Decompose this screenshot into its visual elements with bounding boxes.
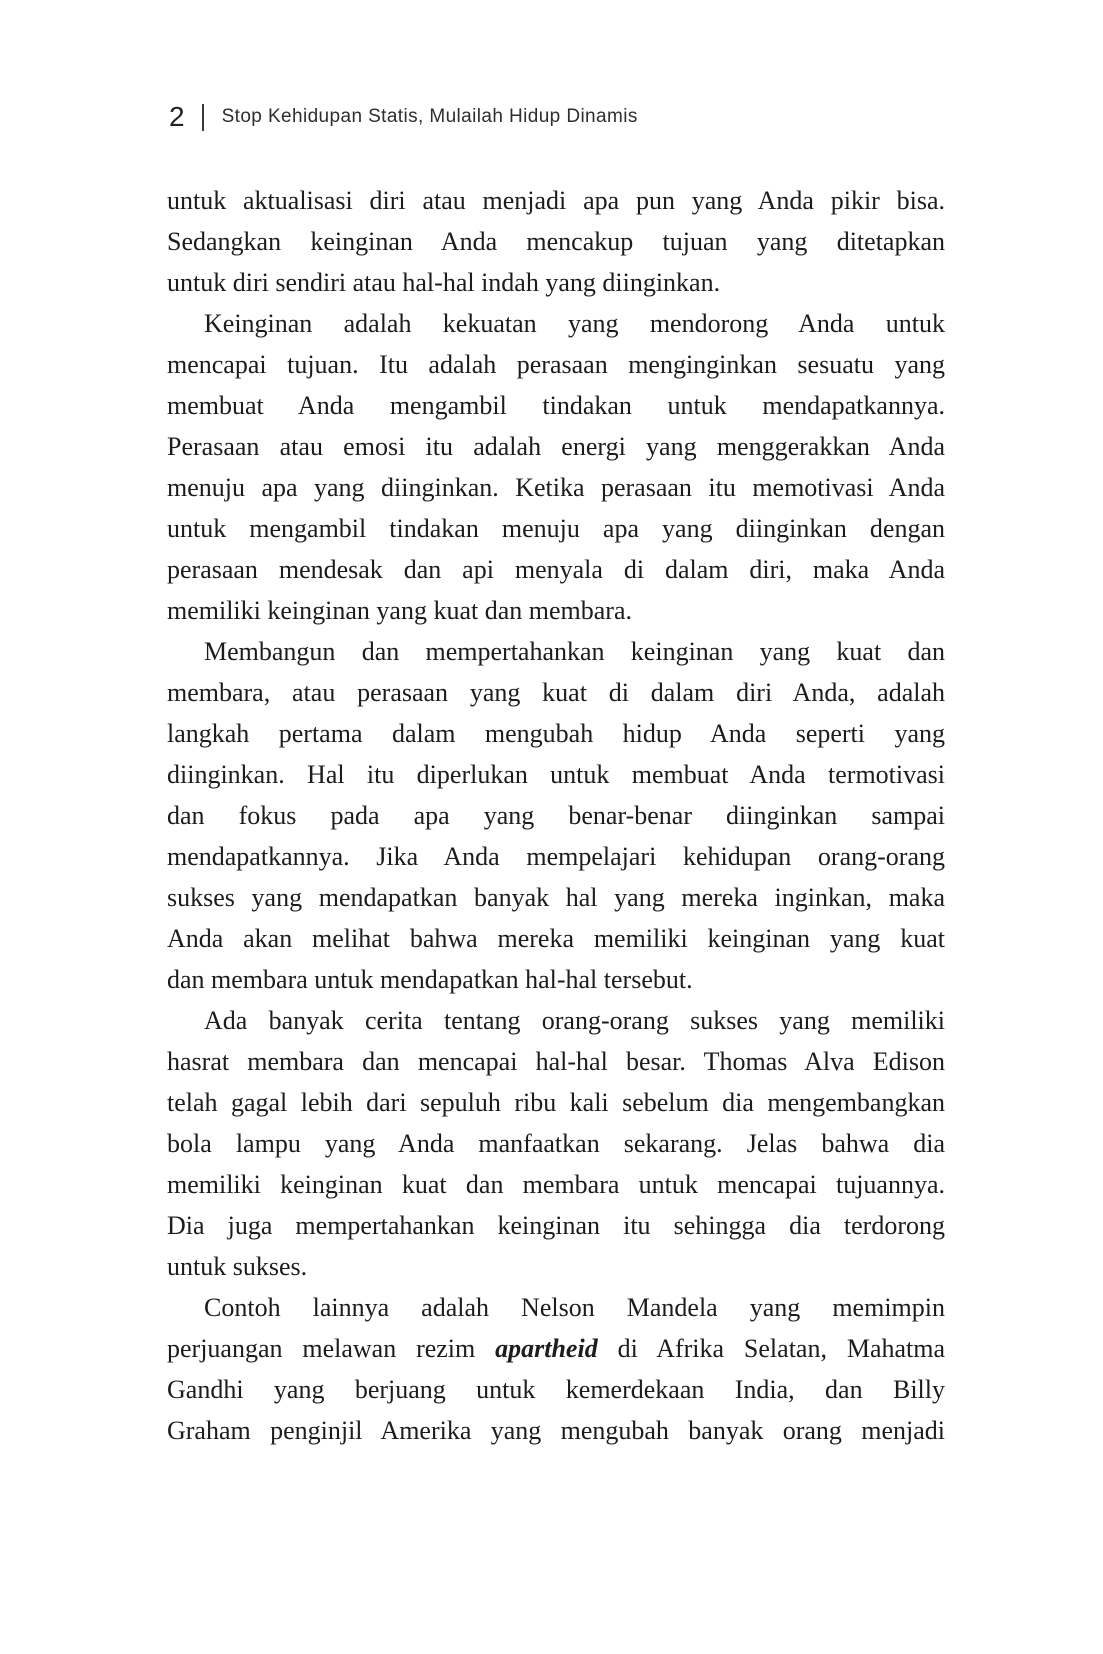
- text-line: Dia juga mempertahankan keinginan itu sehingga dia terdorong: [167, 1211, 945, 1240]
- text-segment: di Afrika Selatan, Mahatma: [597, 1334, 945, 1363]
- body-paragraph: [167, 180, 945, 303]
- header-separator-bar: [202, 104, 204, 131]
- text-line: memiliki keinginan kuat dan membara untuk mencapai tujuannya.: [167, 1170, 945, 1199]
- text-line: Gandhi yang berjuang untuk kemerdekaan India, dan Billy: [167, 1375, 945, 1404]
- text-line: bola lampu yang Anda manfaatkan sekarang. Jelas bahwa dia: [167, 1129, 945, 1158]
- text-line: Graham penginjil Amerika yang mengubah banyak orang menjadi: [167, 1416, 945, 1445]
- text-line: dan membara untuk mendapatkan hal-hal tersebut.: [167, 965, 693, 994]
- text-line: dan fokus pada apa yang benar-benar diinginkan sampai: [167, 801, 945, 830]
- text-segment: perjuangan melawan rezim: [167, 1334, 496, 1363]
- text-line: sukses yang mendapatkan banyak hal yang mereka inginkan, maka: [167, 883, 945, 912]
- text-line: untuk aktualisasi diri atau menjadi apa pun yang Anda pikir bisa.: [167, 186, 945, 215]
- text-line: telah gagal lebih dari sepuluh ribu kali sebelum dia mengembangkan: [167, 1088, 945, 1117]
- text-line: menuju apa yang diinginkan. Ketika perasaan itu memotivasi Anda: [167, 473, 945, 502]
- text-line: mencapai tujuan. Itu adalah perasaan menginginkan sesuatu yang: [167, 350, 945, 379]
- body-paragraph: [167, 303, 945, 631]
- text-line: Membangun dan mempertahankan keinginan yang kuat dan: [204, 637, 945, 666]
- text-line: Perasaan atau emosi itu adalah energi yang menggerakkan Anda: [167, 432, 945, 461]
- text-line: Sedangkan keinginan Anda mencakup tujuan yang ditetapkan: [167, 227, 945, 256]
- book-title: Stop Kehidupan Statis, Mulailah Hidup Dinamis: [221, 106, 638, 127]
- body-paragraph: [167, 1287, 945, 1451]
- text-line: untuk diri sendiri atau hal-hal indah yang diinginkan.: [167, 268, 721, 297]
- body-paragraph: [167, 1000, 945, 1287]
- running-header: [169, 99, 638, 135]
- text-line: untuk sukses.: [167, 1252, 308, 1281]
- text-line: Keinginan adalah kekuatan yang mendorong Anda untuk: [204, 309, 945, 338]
- text-line: langkah pertama dalam mengubah hidup Anda seperti yang: [167, 719, 945, 748]
- text-line: membara, atau perasaan yang kuat di dalam diri Anda, adalah: [167, 678, 945, 707]
- text-line: mendapatkannya. Jika Anda mempelajari kehidupan orang-orang: [167, 842, 945, 871]
- text-line: hasrat membara dan mencapai hal-hal besar. Thomas Alva Edison: [167, 1047, 945, 1076]
- text-line: perasaan mendesak dan api menyala di dalam diri, maka Anda: [167, 555, 945, 584]
- emphasized-word: apartheid: [495, 1334, 598, 1363]
- text-line: [167, 1328, 945, 1369]
- text-line: untuk mengambil tindakan menuju apa yang diinginkan dengan: [167, 514, 945, 543]
- text-line: Anda akan melihat bahwa mereka memiliki keinginan yang kuat: [167, 924, 945, 953]
- body-paragraph: [167, 631, 945, 1000]
- text-line: Ada banyak cerita tentang orang-orang sukses yang memiliki: [204, 1006, 945, 1035]
- text-line: Contoh lainnya adalah Nelson Mandela yang memimpin: [204, 1293, 945, 1322]
- text-line: membuat Anda mengambil tindakan untuk mendapatkannya.: [167, 391, 945, 420]
- page-body: [167, 180, 945, 1451]
- page-number: 2: [169, 101, 185, 132]
- text-line: diinginkan. Hal itu diperlukan untuk membuat Anda termotivasi: [167, 760, 945, 789]
- text-line: memiliki keinginan yang kuat dan membara.: [167, 596, 632, 625]
